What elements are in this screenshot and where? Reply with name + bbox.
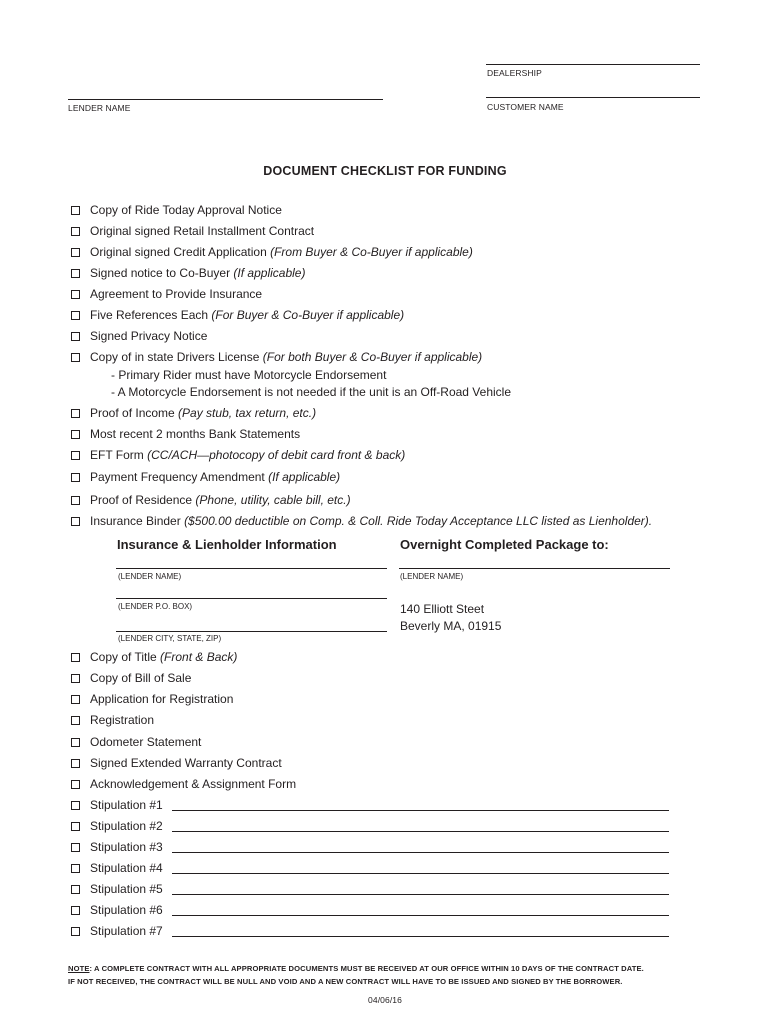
checkbox[interactable] bbox=[71, 430, 80, 439]
checkbox[interactable] bbox=[71, 738, 80, 747]
checklist-item bbox=[71, 329, 207, 344]
item-qualifier: (CC/ACH—photocopy of debit card front & back) bbox=[147, 448, 406, 462]
insurance-heading: Insurance & Lienholder Information bbox=[117, 537, 337, 552]
stipulation-fill-line[interactable] bbox=[172, 915, 669, 916]
insurance-lender-city-line[interactable] bbox=[116, 631, 387, 632]
stipulation-label: Stipulation #2 bbox=[90, 819, 163, 833]
checklist-item bbox=[71, 203, 282, 218]
checkbox[interactable] bbox=[71, 653, 80, 662]
checkbox[interactable] bbox=[71, 517, 80, 526]
lender-name-label: LENDER NAME bbox=[68, 103, 131, 113]
overnight-address-line1: 140 Elliott Steet bbox=[400, 602, 485, 616]
insurance-lender-name-line[interactable] bbox=[116, 568, 387, 569]
checkbox[interactable] bbox=[71, 353, 80, 362]
checklist-item bbox=[71, 287, 262, 302]
checkbox[interactable] bbox=[71, 206, 80, 215]
stipulation-item bbox=[71, 798, 163, 813]
checkbox[interactable] bbox=[71, 451, 80, 460]
overnight-heading: Overnight Completed Package to: bbox=[400, 537, 609, 552]
item-label: Payment Frequency Amendment bbox=[90, 470, 269, 484]
checkbox[interactable] bbox=[71, 822, 80, 831]
dealership-line[interactable] bbox=[486, 64, 700, 65]
stipulation-label: Stipulation #5 bbox=[90, 882, 163, 896]
checkbox[interactable] bbox=[71, 759, 80, 768]
checkbox[interactable] bbox=[71, 864, 80, 873]
item-qualifier: ($500.00 deductible on Comp. & Coll. Ride Today Acceptance LLC listed as Lienholder). bbox=[184, 514, 653, 528]
checklist-item bbox=[71, 350, 482, 365]
item-qualifier: (Phone, utility, cable bill, etc.) bbox=[195, 493, 351, 507]
dealership-label: DEALERSHIP bbox=[487, 68, 542, 78]
footer-note-line1 bbox=[68, 964, 644, 973]
checkbox[interactable] bbox=[71, 674, 80, 683]
checkbox[interactable] bbox=[71, 927, 80, 936]
item-label: EFT Form bbox=[90, 448, 148, 462]
item-qualifier: (If applicable) bbox=[233, 266, 306, 280]
checklist-item bbox=[71, 756, 282, 771]
stipulation-item bbox=[71, 924, 163, 939]
item-label: Proof of Residence bbox=[90, 493, 196, 507]
stipulation-item bbox=[71, 840, 163, 855]
item-label: Proof of Income bbox=[90, 406, 179, 420]
checkbox[interactable] bbox=[71, 885, 80, 894]
item-label: Copy of Title bbox=[90, 650, 161, 664]
item-label: Five References Each bbox=[90, 308, 212, 322]
note-label: NOTE bbox=[68, 964, 90, 973]
checkbox[interactable] bbox=[71, 409, 80, 418]
stipulation-item bbox=[71, 882, 163, 897]
overnight-lender-name-label: (LENDER NAME) bbox=[400, 572, 464, 581]
stipulation-fill-line[interactable] bbox=[172, 852, 669, 853]
checkbox[interactable] bbox=[71, 801, 80, 810]
checklist-item bbox=[71, 692, 233, 707]
item-label: Application for Registration bbox=[90, 692, 234, 706]
license-note-2: - A Motorcycle Endorsement is not needed if the unit is an Off-Road Vehicle bbox=[111, 385, 512, 399]
stipulation-item bbox=[71, 903, 163, 918]
checkbox[interactable] bbox=[71, 311, 80, 320]
footer-note-line2: IF NOT RECEIVED, THE CONTRACT WILL BE NULL AND VOID AND A NEW CONTRACT WILL HAVE TO BE ISSUED AND SIGNED BY THE BORROWER. bbox=[68, 977, 623, 986]
item-label: Copy of Bill of Sale bbox=[90, 671, 192, 685]
item-label: Odometer Statement bbox=[90, 735, 202, 749]
checkbox[interactable] bbox=[71, 248, 80, 257]
item-qualifier: (For both Buyer & Co-Buyer if applicable) bbox=[262, 350, 483, 364]
item-label: Registration bbox=[90, 713, 155, 727]
item-label: Insurance Binder bbox=[90, 514, 185, 528]
stipulation-label: Stipulation #1 bbox=[90, 798, 163, 812]
item-label: Original signed Retail Installment Contract bbox=[90, 224, 315, 238]
checklist-item bbox=[71, 514, 652, 529]
item-qualifier: (Pay stub, tax return, etc.) bbox=[178, 406, 317, 420]
stipulation-label: Stipulation #4 bbox=[90, 861, 163, 875]
checkbox[interactable] bbox=[71, 269, 80, 278]
page-title: DOCUMENT CHECKLIST FOR FUNDING bbox=[263, 164, 507, 178]
lender-name-line[interactable] bbox=[68, 99, 383, 100]
stipulation-fill-line[interactable] bbox=[172, 810, 669, 811]
item-label: Acknowledgement & Assignment Form bbox=[90, 777, 297, 791]
license-note-1: - Primary Rider must have Motorcycle Endorsement bbox=[111, 368, 387, 382]
checklist-item bbox=[71, 406, 316, 421]
checkbox[interactable] bbox=[71, 473, 80, 482]
checklist-item bbox=[71, 713, 154, 728]
checkbox[interactable] bbox=[71, 843, 80, 852]
stipulation-label: Stipulation #3 bbox=[90, 840, 163, 854]
stipulation-fill-line[interactable] bbox=[172, 936, 669, 937]
checklist-item bbox=[71, 427, 300, 442]
insurance-lender-name-label: (LENDER NAME) bbox=[118, 572, 182, 581]
insurance-lender-po-label: (LENDER P.O. BOX) bbox=[118, 602, 193, 611]
checklist-item bbox=[71, 671, 191, 686]
checkbox[interactable] bbox=[71, 496, 80, 505]
stipulation-fill-line[interactable] bbox=[172, 873, 669, 874]
checklist-item bbox=[71, 493, 351, 508]
item-qualifier: (Front & Back) bbox=[160, 650, 238, 664]
insurance-lender-po-line[interactable] bbox=[116, 598, 387, 599]
item-label: Copy of in state Drivers License bbox=[90, 350, 263, 364]
insurance-lender-city-label: (LENDER CITY, STATE, ZIP) bbox=[118, 634, 222, 643]
overnight-lender-name-line[interactable] bbox=[399, 568, 670, 569]
checklist-item bbox=[71, 224, 314, 239]
stipulation-fill-line[interactable] bbox=[172, 831, 669, 832]
checklist-item bbox=[71, 650, 237, 665]
item-label: Copy of Ride Today Approval Notice bbox=[90, 203, 282, 217]
stipulation-label: Stipulation #6 bbox=[90, 903, 163, 917]
item-label: Signed Extended Warranty Contract bbox=[90, 756, 282, 770]
checklist-item bbox=[71, 777, 296, 792]
overnight-address-line2: Beverly MA, 01915 bbox=[400, 619, 502, 633]
item-label: Signed notice to Co-Buyer bbox=[90, 266, 234, 280]
checklist-item bbox=[71, 308, 404, 323]
checklist-item bbox=[71, 245, 473, 260]
checkbox[interactable] bbox=[71, 716, 80, 725]
item-qualifier: (For Buyer & Co-Buyer if applicable) bbox=[211, 308, 405, 322]
stipulation-item bbox=[71, 819, 163, 834]
note-text-1: : A COMPLETE CONTRACT WITH ALL APPROPRIATE DOCUMENTS MUST BE RECEIVED AT OUR OFFICE WITHIN 10 DAYS OF THE CONTRACT DATE. bbox=[89, 964, 644, 973]
checkbox[interactable] bbox=[71, 290, 80, 299]
checklist-item bbox=[71, 470, 340, 485]
checklist-item bbox=[71, 448, 405, 463]
item-qualifier: (From Buyer & Co-Buyer if applicable) bbox=[270, 245, 473, 259]
checkbox[interactable] bbox=[71, 227, 80, 236]
checklist-item bbox=[71, 735, 201, 750]
item-label: Signed Privacy Notice bbox=[90, 329, 208, 343]
checkbox[interactable] bbox=[71, 780, 80, 789]
checkbox[interactable] bbox=[71, 695, 80, 704]
item-label: Original signed Credit Application bbox=[90, 245, 271, 259]
checkbox[interactable] bbox=[71, 906, 80, 915]
item-label: Most recent 2 months Bank Statements bbox=[90, 427, 301, 441]
stipulation-label: Stipulation #7 bbox=[90, 924, 163, 938]
stipulation-item bbox=[71, 861, 163, 876]
customer-name-label: CUSTOMER NAME bbox=[487, 102, 564, 112]
checkbox[interactable] bbox=[71, 332, 80, 341]
stipulation-fill-line[interactable] bbox=[172, 894, 669, 895]
checklist-item bbox=[71, 266, 305, 281]
revision-date: 04/06/16 bbox=[368, 995, 402, 1005]
customer-name-line[interactable] bbox=[486, 97, 700, 98]
item-qualifier: (If applicable) bbox=[268, 470, 341, 484]
item-label: Agreement to Provide Insurance bbox=[90, 287, 263, 301]
